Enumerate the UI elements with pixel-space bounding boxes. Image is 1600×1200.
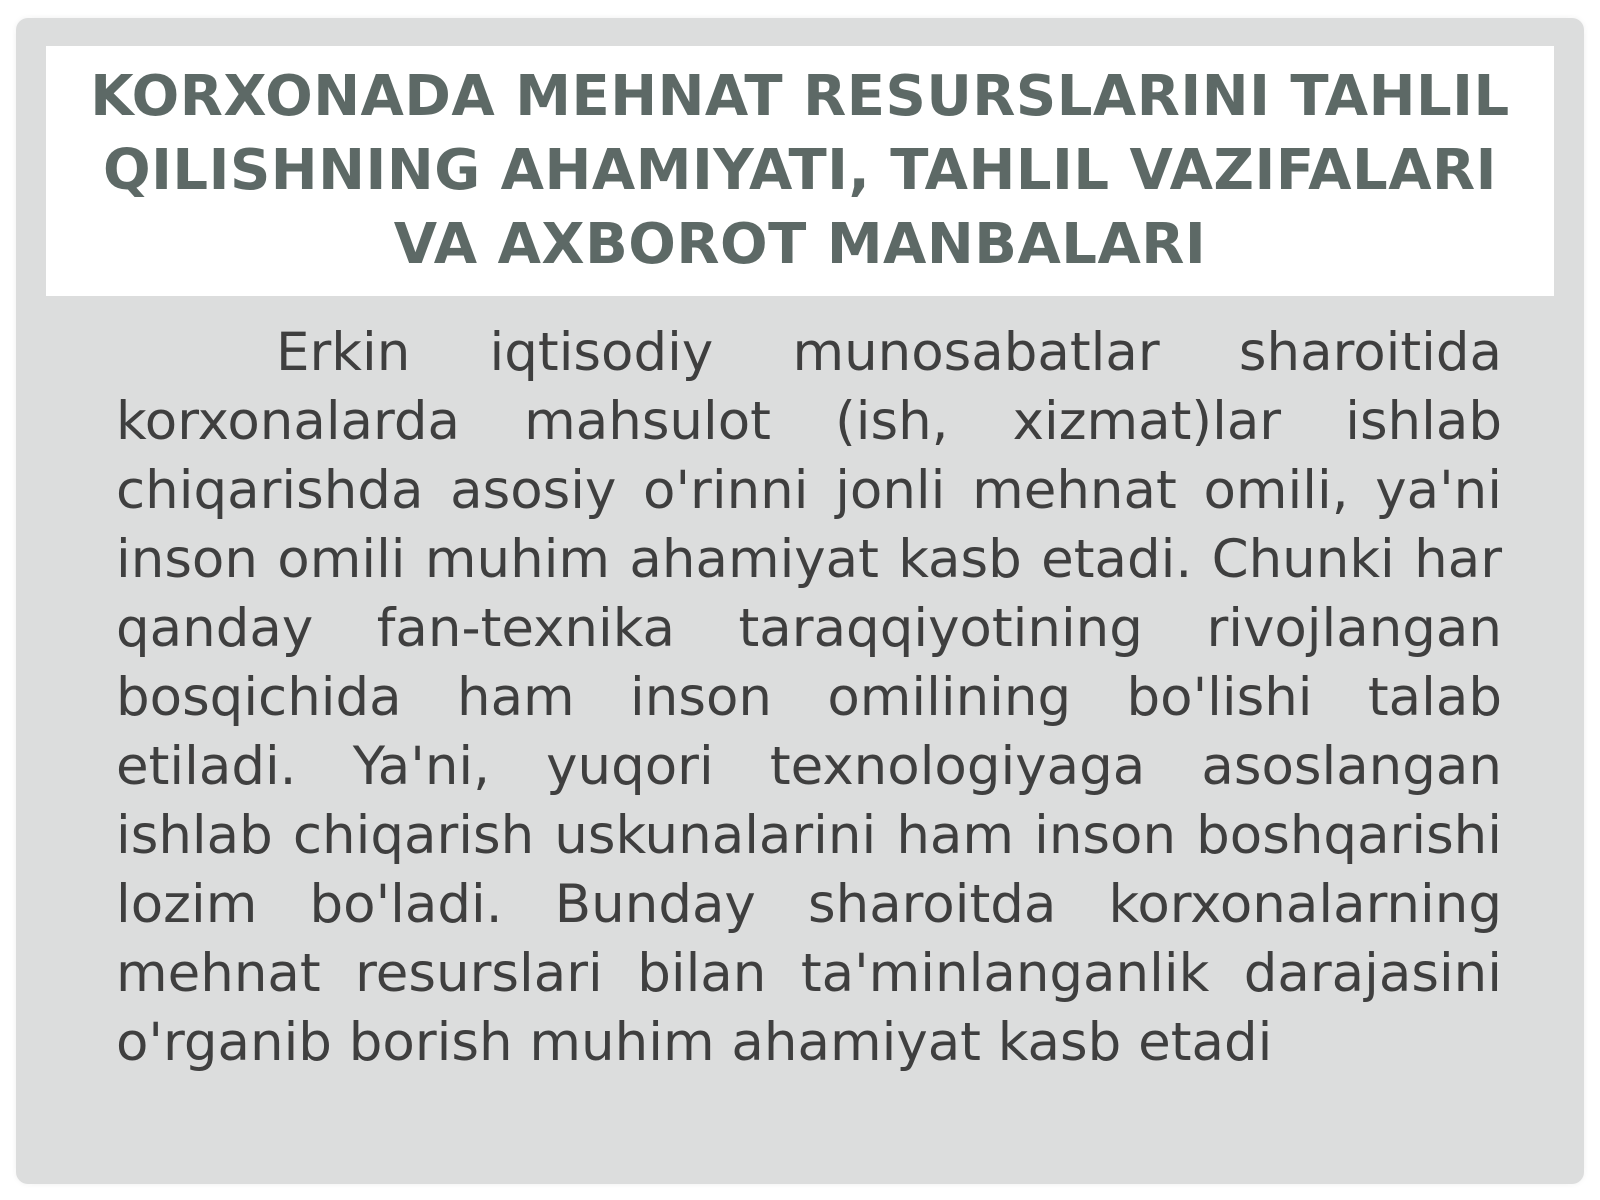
title-box bbox=[46, 46, 1554, 296]
slide-title: KORXONADA MEHNAT RESURSLARINI TAHLIL QILISHNING AHAMIYATI, TAHLIL VAZIFALARI VA AXBOROT MANBALARI bbox=[90, 64, 1510, 277]
slide-body-text: Erkin iqtisodiy munosabatlar sharoitida korxonalarda mahsulot (ish, xizmat)lar ishlab chiqarishda asosiy o'rinni jonli mehnat omili, ya'ni inson omili muhim ahamiyat kasb etadi. Chunki har qanday fan-texnika taraqqiyotining rivojlangan bosqichida ham inson omilining bo'lishi talab etiladi. Ya'ni, yuqori texnologiyaga asoslangan ishlab chiqarish uskunalarini ham inson boshqarishi lozim bo'ladi. Bunday sharoitda korxonalarning mehnat resurslari bilan ta'minlanganlik darajasini o'rganib borish muhim ahamiyat kasb etadi bbox=[116, 322, 1502, 1073]
slide bbox=[16, 18, 1584, 1184]
